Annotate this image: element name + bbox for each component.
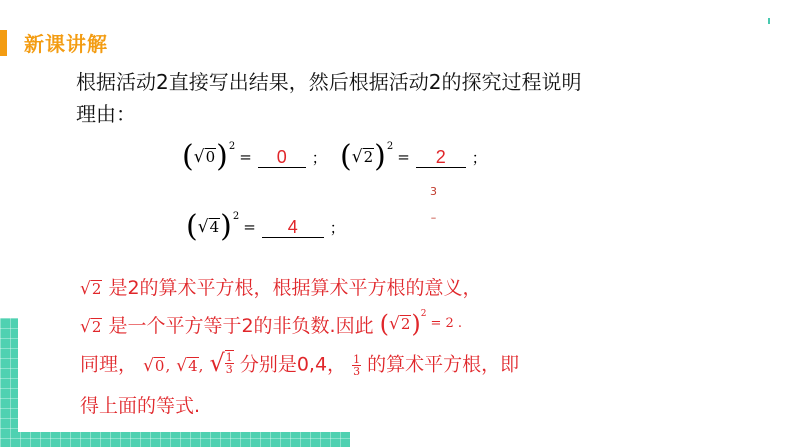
radicand: 0 <box>205 148 216 166</box>
fraction <box>352 354 361 377</box>
explanation-text: 是一个平方等于2的非负数.因此 <box>108 315 374 337</box>
right-paren: ) <box>411 310 421 338</box>
left-paren: ( <box>340 139 352 174</box>
comma: , <box>198 356 204 375</box>
stray-mark <box>430 186 437 224</box>
answer-value: 4 <box>287 216 298 237</box>
equals-sign: = <box>397 148 410 166</box>
explanation-text: 是2的算术平方根，根据算术平方根的意义， <box>108 277 482 299</box>
explanation-line-2 <box>80 310 600 340</box>
radicand: 2 <box>91 280 102 298</box>
decorative-mark <box>768 18 770 24</box>
denominator: 3 <box>225 363 233 376</box>
exponent: 2 <box>228 140 236 152</box>
exponent: 2 <box>386 140 394 152</box>
denominator: 3 <box>353 364 361 378</box>
sqrt-frac-expression <box>210 350 234 375</box>
middle-text: 分别是0,4， <box>239 353 347 376</box>
separator: ； <box>329 218 345 237</box>
exponent: 2 <box>232 210 240 222</box>
radicand: 4 <box>188 356 198 375</box>
radicand: 2 <box>400 315 411 333</box>
sqrt-expression <box>352 148 374 166</box>
equals-sign: = <box>243 218 256 236</box>
separator: ； <box>311 148 327 167</box>
explanation-line-3 <box>80 350 600 380</box>
stray-mark-top: 3 <box>430 185 437 198</box>
exponent: 2 <box>420 309 427 319</box>
left-paren: ( <box>186 209 198 244</box>
instruction-text: 根据活动2直接写出结果，然后根据活动2的探究过程说明理由： <box>76 70 582 126</box>
sqrt-0-expression <box>143 357 165 375</box>
equals-sign: = <box>239 148 252 166</box>
section-title: 新课讲解 <box>24 32 108 56</box>
radical-sign: √ <box>389 314 400 334</box>
answer-blank <box>262 217 324 238</box>
right-paren: ) <box>220 209 232 244</box>
prefix-text: 同理， <box>80 353 138 376</box>
numerator: 1 <box>225 351 233 364</box>
radical-sign: √ <box>197 217 209 237</box>
answer-value: 2 <box>435 146 446 167</box>
equation-sqrt4 <box>186 209 345 244</box>
radical-sign: √ <box>351 147 363 167</box>
left-paren: ( <box>182 139 194 174</box>
squared-expression <box>380 310 462 338</box>
right-paren: ) <box>374 139 386 174</box>
equation-sqrt2 <box>340 139 487 174</box>
fraction <box>225 350 234 375</box>
separator: ； <box>471 148 487 167</box>
answer-blank <box>258 147 306 168</box>
explanation-line-1 <box>80 274 580 302</box>
equation-sqrt0 <box>182 139 327 174</box>
section-accent-bar <box>0 30 7 56</box>
left-paren: ( <box>379 310 389 338</box>
radical-sign: √ <box>193 147 205 167</box>
radical-sign: √ <box>176 355 188 376</box>
comma: , <box>165 356 171 375</box>
radical-sign: √ <box>209 348 225 377</box>
sqrt-expression <box>198 218 220 236</box>
stray-mark-bottom: – <box>430 211 437 224</box>
explanation-line-4: 得上面的等式. <box>80 395 201 417</box>
sqrt-expression <box>389 315 411 333</box>
radicand: 2 <box>363 148 374 166</box>
sqrt-4-expression <box>176 357 198 375</box>
right-paren: ) <box>216 139 228 174</box>
radicand: 2 <box>91 318 102 336</box>
radical-sign: √ <box>80 279 91 299</box>
suffix-text: 的算术平方根，即 <box>367 353 520 376</box>
answer-blank <box>416 147 466 168</box>
numerator: 1 <box>353 352 361 366</box>
radical-sign: √ <box>80 317 91 337</box>
result: = 2 . <box>430 316 463 331</box>
radicand: 0 <box>154 356 165 375</box>
sqrt-expression <box>80 318 102 336</box>
radicand: 4 <box>209 218 220 236</box>
sqrt-expression <box>194 148 216 166</box>
answer-value: 0 <box>276 146 287 167</box>
radical-sign: √ <box>143 355 154 376</box>
sqrt-expression <box>80 280 102 298</box>
